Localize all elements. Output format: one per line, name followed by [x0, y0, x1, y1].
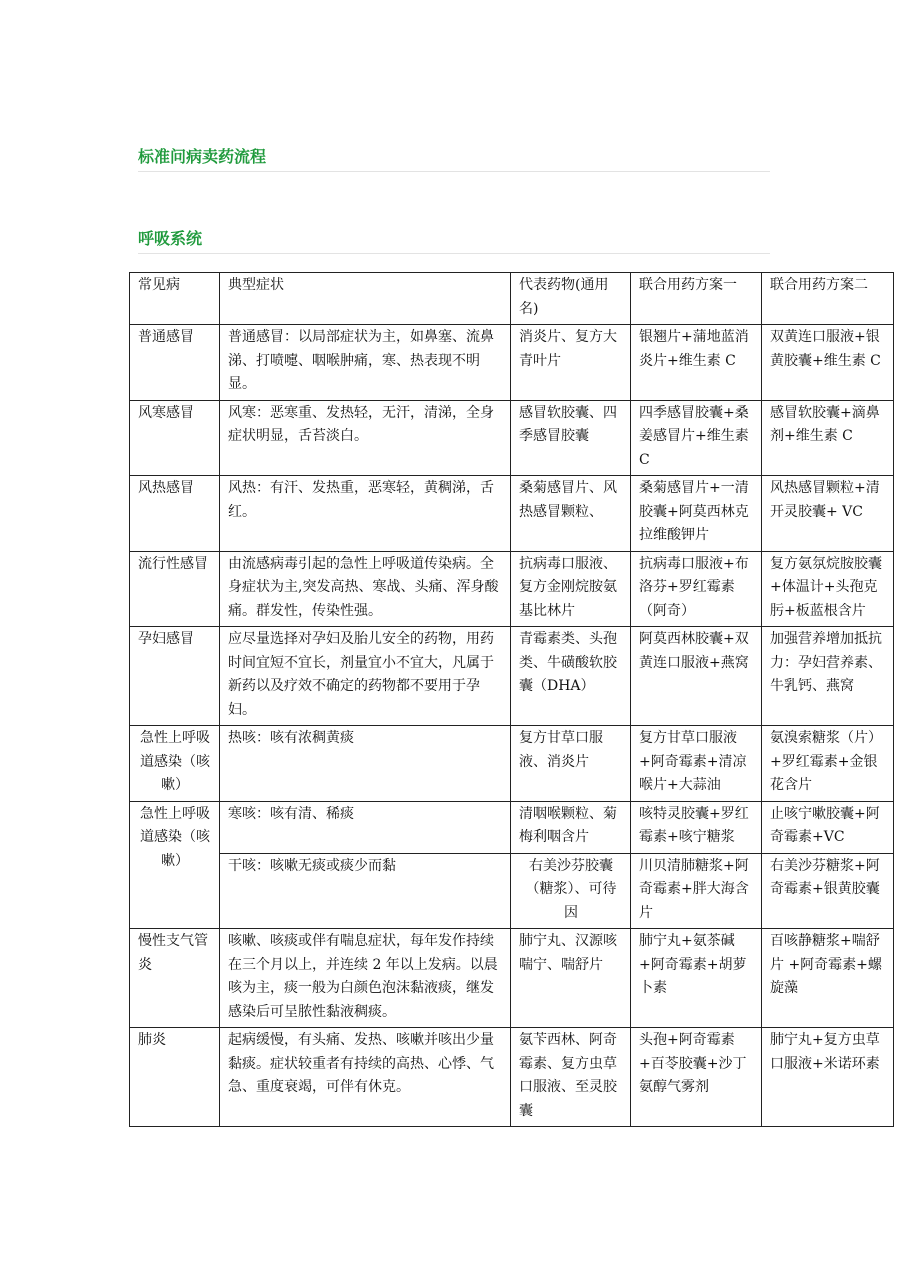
plan1-cell: 四季感冒胶囊+桑姜感冒片+维生素 C	[631, 400, 762, 476]
disease-cell: 流行性感冒	[130, 551, 220, 627]
table-row	[130, 551, 894, 627]
plan1-cell: 复方甘草口服液+阿奇霉素+清凉喉片+大蒜油	[631, 726, 762, 802]
header-cell: 典型症状	[220, 273, 511, 325]
plan1-cell: 抗病毒口服液+布洛芬+罗红霉素（阿奇）	[631, 551, 762, 627]
drug-cell: 感冒软胶囊、四季感冒胶囊	[511, 400, 631, 476]
symptom-cell: 由流感病毒引起的急性上呼吸道传染病。全身症状为主,突发高热、寒战、头痛、浑身酸痛。群发性，传染性强。	[220, 551, 511, 627]
symptom-cell: 起病缓慢，有头痛、发热、咳嗽并咳出少量黏痰。症状较重者有持续的高热、心悸、气急、重度衰竭，可伴有休克。	[220, 1028, 511, 1127]
plan1-cell: 肺宁丸+氨茶碱+阿奇霉素+胡萝卜素	[631, 929, 762, 1028]
symptom-cell: 应尽量选择对孕妇及胎儿安全的药物，用药时间宜短不宜长，剂量宜小不宜大，凡属于新药以及疗效不确定的药物都不要用于孕妇。	[220, 627, 511, 726]
plan2-cell: 肺宁丸+复方虫草口服液+米诺环素	[762, 1028, 894, 1127]
plan2-cell: 复方氨氛烷胺胶囊+体温计+头孢克肟+板蓝根含片	[762, 551, 894, 627]
plan1-cell: 桑菊感冒片+一清胶囊+阿莫西林克拉维酸钾片	[631, 476, 762, 552]
table-row	[130, 476, 894, 552]
plan2-cell: 风热感冒颗粒+清开灵胶囊+ VC	[762, 476, 894, 552]
plan1-cell: 川贝清肺糖浆+阿奇霉素+胖大海含片	[631, 853, 762, 929]
drug-cell: 桑菊感冒片、风热感冒颗粒、	[511, 476, 631, 552]
drug-cell: 右美沙芬胶囊（糖浆）、可待因	[511, 853, 631, 929]
table-header-row	[130, 273, 894, 325]
symptom-cell: 普通感冒：以局部症状为主，如鼻塞、流鼻涕、打喷嚏、咽喉肿痛，寒、热表现不明显。	[220, 325, 511, 401]
plan2-cell: 双黄连口服液+银黄胶囊+维生素 C	[762, 325, 894, 401]
plan2-cell: 止咳宁嗽胶囊+阿奇霉素+VC	[762, 801, 894, 853]
disease-cell: 急性上呼吸道感染（咳嗽）	[130, 726, 220, 802]
symptom-cell: 风热：有汗、发热重，恶寒轻，黄稠涕，舌红。	[220, 476, 511, 552]
symptom-cell: 咳嗽、咳痰或伴有喘息症状，每年发作持续在三个月以上，并连续 2 年以上发病。以晨咳为主，痰一般为白颜色泡沫黏液痰，继发感染后可呈脓性黏液稠痰。	[220, 929, 511, 1028]
medication-table	[129, 272, 894, 1127]
plan1-cell: 头孢+阿奇霉素+百苓胶囊+沙丁氨醇气雾剂	[631, 1028, 762, 1127]
disease-cell: 肺炎	[130, 1028, 220, 1127]
table-row	[130, 801, 894, 853]
drug-cell: 肺宁丸、汉源咳喘宁、喘舒片	[511, 929, 631, 1028]
drug-cell: 复方甘草口服液、消炎片	[511, 726, 631, 802]
drug-cell: 氨苄西林、阿奇霉素、复方虫草口服液、至灵胶囊	[511, 1028, 631, 1127]
plan2-cell: 感冒软胶囊+滴鼻剂+维生素 C	[762, 400, 894, 476]
disease-cell: 急性上呼吸道感染（咳嗽）	[130, 801, 220, 929]
table-row	[130, 400, 894, 476]
disease-cell: 风寒感冒	[130, 400, 220, 476]
header-cell: 联合用药方案一	[631, 273, 762, 325]
symptom-cell: 干咳：咳嗽无痰或痰少而黏	[220, 853, 511, 929]
header-cell: 代表药物(通用名)	[511, 273, 631, 325]
plan2-cell: 百咳静糖浆+喘舒片 +阿奇霉素+螺旋藻	[762, 929, 894, 1028]
table-row	[130, 1028, 894, 1127]
plan1-cell: 阿莫西林胶囊+双黄连口服液+燕窝	[631, 627, 762, 726]
drug-cell: 清咽喉颗粒、菊梅利咽含片	[511, 801, 631, 853]
disease-cell: 风热感冒	[130, 476, 220, 552]
plan1-cell: 咳特灵胶囊+罗红霉素+咳宁糖浆	[631, 801, 762, 853]
disease-cell: 普通感冒	[130, 325, 220, 401]
page-title: 标准问病卖药流程	[138, 144, 770, 172]
plan1-cell: 银翘片+蒲地蓝消炎片+维生素 C	[631, 325, 762, 401]
drug-cell: 抗病毒口服液、复方金刚烷胺氨基比林片	[511, 551, 631, 627]
plan2-cell: 氨溴索糖浆（片）+罗红霉素+金银花含片	[762, 726, 894, 802]
table-row	[130, 853, 894, 929]
table-row	[130, 929, 894, 1028]
plan2-cell: 加强营养增加抵抗力：孕妇营养素、牛乳钙、燕窝	[762, 627, 894, 726]
table-row	[130, 726, 894, 802]
symptom-cell: 热咳：咳有浓稠黄痰	[220, 726, 511, 802]
table-row	[130, 325, 894, 401]
table-row	[130, 627, 894, 726]
symptom-cell: 寒咳：咳有清、稀痰	[220, 801, 511, 853]
drug-cell: 青霉素类、头孢类、牛磺酸软胶囊（DHA）	[511, 627, 631, 726]
disease-cell: 孕妇感冒	[130, 627, 220, 726]
section-heading: 呼吸系统	[138, 226, 770, 254]
symptom-cell: 风寒：恶寒重、发热轻，无汗，清涕，全身症状明显，舌苔淡白。	[220, 400, 511, 476]
header-cell: 常见病	[130, 273, 220, 325]
header-cell: 联合用药方案二	[762, 273, 894, 325]
plan2-cell: 右美沙芬糖浆+阿奇霉素+银黄胶囊	[762, 853, 894, 929]
disease-cell: 慢性支气管炎	[130, 929, 220, 1028]
drug-cell: 消炎片、复方大青叶片	[511, 325, 631, 401]
